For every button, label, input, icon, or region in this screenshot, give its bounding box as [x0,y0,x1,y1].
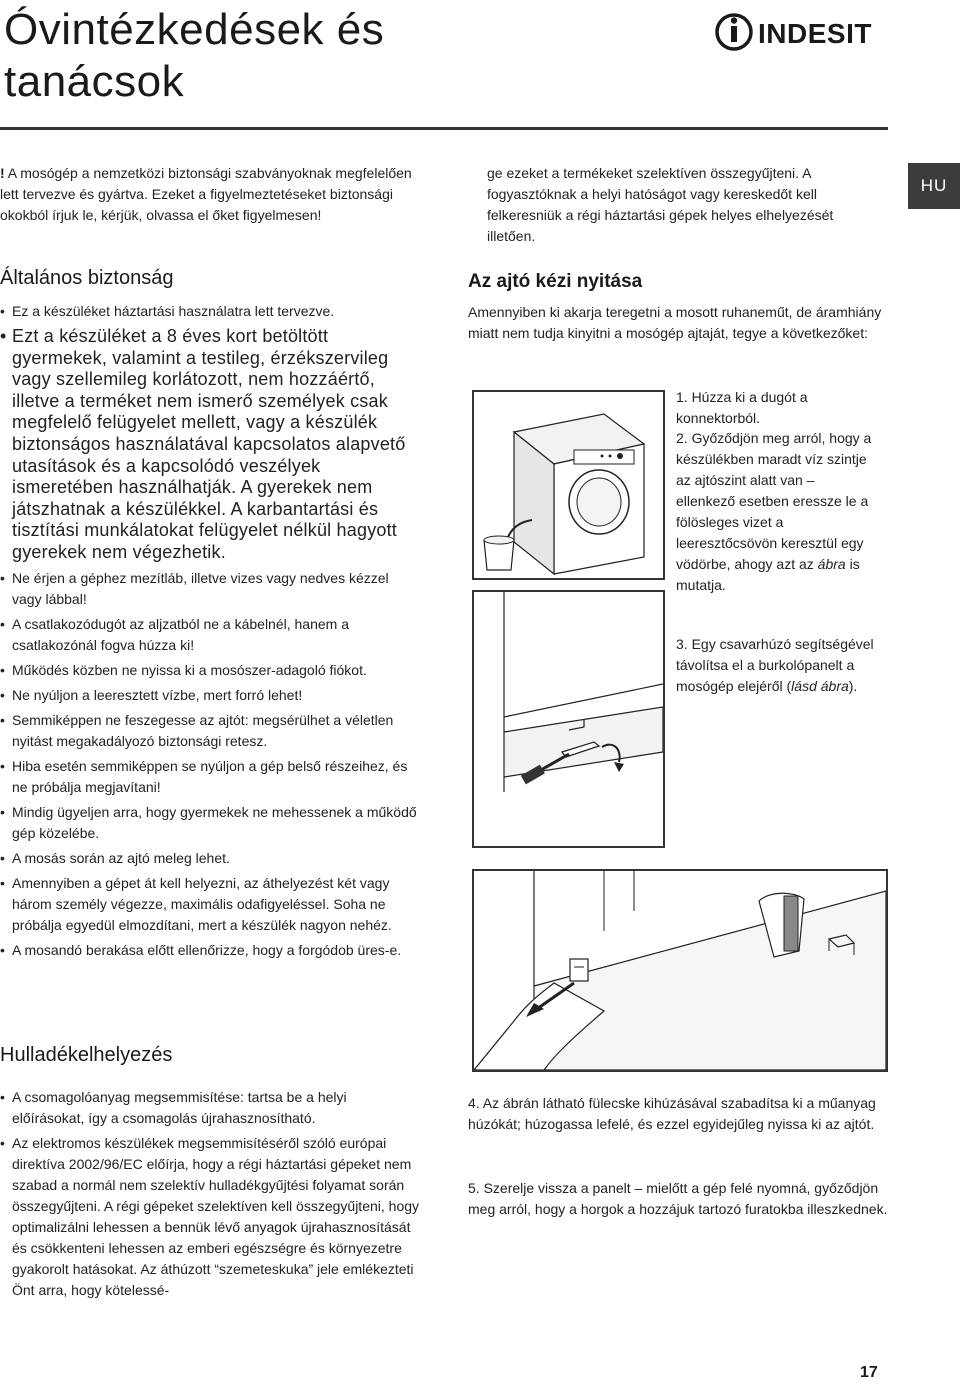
page-title: Óvintézkedések és tanácsok [4,5,385,106]
step-1: 1. Húzza ki a dugót a konnektorból. [676,389,808,426]
list-item: • Ezt a készüléket a 8 éves kort betöltött gyermekek, valamint a testileg, érzékszervileg vagy szellemileg korlátozott, nem hozzáértő, illetve a terméket nem ismerő személyek csak megfelelő felügyelet mellett, vagy a készülék biztonságos használatával kapcsolatos alapvető utasítások és a kapcsolódó veszélyek ismeretében használhatják. A gyerekek nem játszhatnak a készülékkel. A karbantartási és tisztítási munkálatokat felügyelet nélkül hagyott gyerekek nem végezhetik. [0,326,418,564]
step-3-text: 3. Egy csavarhúzó segítségével távolítsa el a burkolópanelt a mosógép elejéről ( [676,636,874,694]
brand-wordmark: INDESIT [758,18,872,49]
step-3-tail: ). [848,678,858,694]
list-item: • A csomagolóanyag megsemmisítése: tartsa be a helyi előírásokat, így a csomagolás újrahasznosítható. [0,1087,420,1129]
list-item: • Működés közben ne nyissa ki a mosószer-adagoló fiókot. [0,660,418,681]
disposal-list [0,1087,420,1305]
list-item: • A csatlakozódugót az aljzatból ne a kábelnél, hanem a csatlakozónál fogva húzza ki! [0,614,418,656]
page-number: 17 [860,1364,878,1381]
step-2-emphasis: ábra [817,556,846,572]
list-item: • A mosandó berakása előtt ellenőrizze, hogy a forgódob üres-e. [0,940,418,961]
list-item: • Ez a készüléket háztartási használatra lett tervezve. [0,301,418,322]
disposal-continued: ge ezeket a termékeket szelektíven összegyűjteni. A fogyasztóknak a helyi hatóságot vagy kereskedőt kell felkeresniük a régi háztartási gépek helyes elhelyezését illetően. [487,165,834,244]
general-safety-heading: Általános biztonság [0,267,174,289]
list-item: • Hiba esetén semmiképpen se nyúljon a gép belső részeihez, és ne próbálja megjavítani! [0,756,418,798]
list-item: • A mosás során az ajtó meleg lehet. [0,848,418,869]
figure-drain-hose [472,390,665,580]
door-heading: Az ajtó kézi nyitása [468,271,643,292]
list-item: • Ne nyúljon a leeresztett vízbe, mert forró lehet! [0,685,418,706]
step-2 [676,428,876,596]
list-item: • Mindig ügyeljen arra, hogy gyermekek ne mehessenek a működő gép közelébe. [0,802,418,844]
list-item: • Semmiképpen ne feszegesse az ajtót: megsérülhet a véletlen nyitást megakadályozó biztonsági retesz. [0,710,418,752]
washing-machine-drain-illustration-icon [474,392,663,578]
door-intro: Amennyiben ki akarja teregetni a mosott ruhaneműt, de áramhiány miatt nem tudja kinyitni a mosógép ajtaját, tegye a következőket: [468,304,882,341]
step-5: 5. Szerelje vissza a panelt – mielőtt a gép felé nyomná, győződjön meg arról, hogy a horgok a hozzájuk tartozó furatokba illeszkednek. [468,1180,888,1217]
list-item: • Amennyiben a gépet át kell helyezni, az áthelyezést két vagy három személy végezze, maximális odafigyeléssel. Soha ne próbálja egyedül elmozdítani, mert a készülék nagyon nehéz. [0,873,418,936]
warning-mark: ! [0,165,5,181]
figure-door-release [472,869,888,1072]
general-safety-list [0,301,418,965]
step-3 [676,634,876,697]
list-item: • Az elektromos készülékek megsemmisítéséről szóló európai direktíva 2002/96/EC előírja, hogy a régi háztartási gépeket nem szabad a normál nem szelektív hulladékgyűjtési folyamat során összegyűjteni. A régi gépeket szelektíven kell összegyűjteni, hogy optimalizálni lehessen a bennük lévő anyagok újrahasznosítását és csökkenteni lehessen az emberi egészségre és környezetre gyakorolt hatásokat. Az áthúzott “szemeteskuka” jele emlékezteti Önt arra, hogy kötelessé- [0,1133,420,1301]
disposal-heading: Hulladékelhelyezés [0,1044,173,1066]
brand-logo [714,10,894,54]
step-2-text: 2. Győződjön meg arról, hogy a készülékben maradt víz szintje az ajtószint alatt van – ellenkező esetben eressze le a fölösleges vizet a leeresztőcsövön keresztül egy vödörbe, ahogy azt az [676,430,872,572]
indesit-logo-icon [714,10,894,54]
panel-removal-illustration-icon [474,592,663,846]
warning-text: A mosógép a nemzetközi biztonsági szabványoknak megfelelően lett tervezve és gyártva. Ezeket a figyelmeztetéseket biztonsági okokból írjuk le, kérjük, olvassa el őket figyelmesen! [0,165,412,223]
step-4: 4. Az ábrán látható fülecske kihúzásával szabadítsa ki a műanyag húzókát; húzogassa lefelé, és ezzel egyidejűleg nyissa ki az ajtót. [468,1095,876,1132]
list-item: • Ne érjen a géphez mezítláb, illetve vizes vagy nedves kézzel vagy lábbal! [0,568,418,610]
step-2-tail: is mutatja. [676,556,860,593]
door-release-illustration-icon [474,871,886,1070]
header-rule [0,127,888,130]
safety-warning [0,163,420,226]
figure-panel-removal [472,590,665,848]
language-badge: HU [908,163,960,209]
step-3-emphasis: lásd ábra [791,678,849,694]
